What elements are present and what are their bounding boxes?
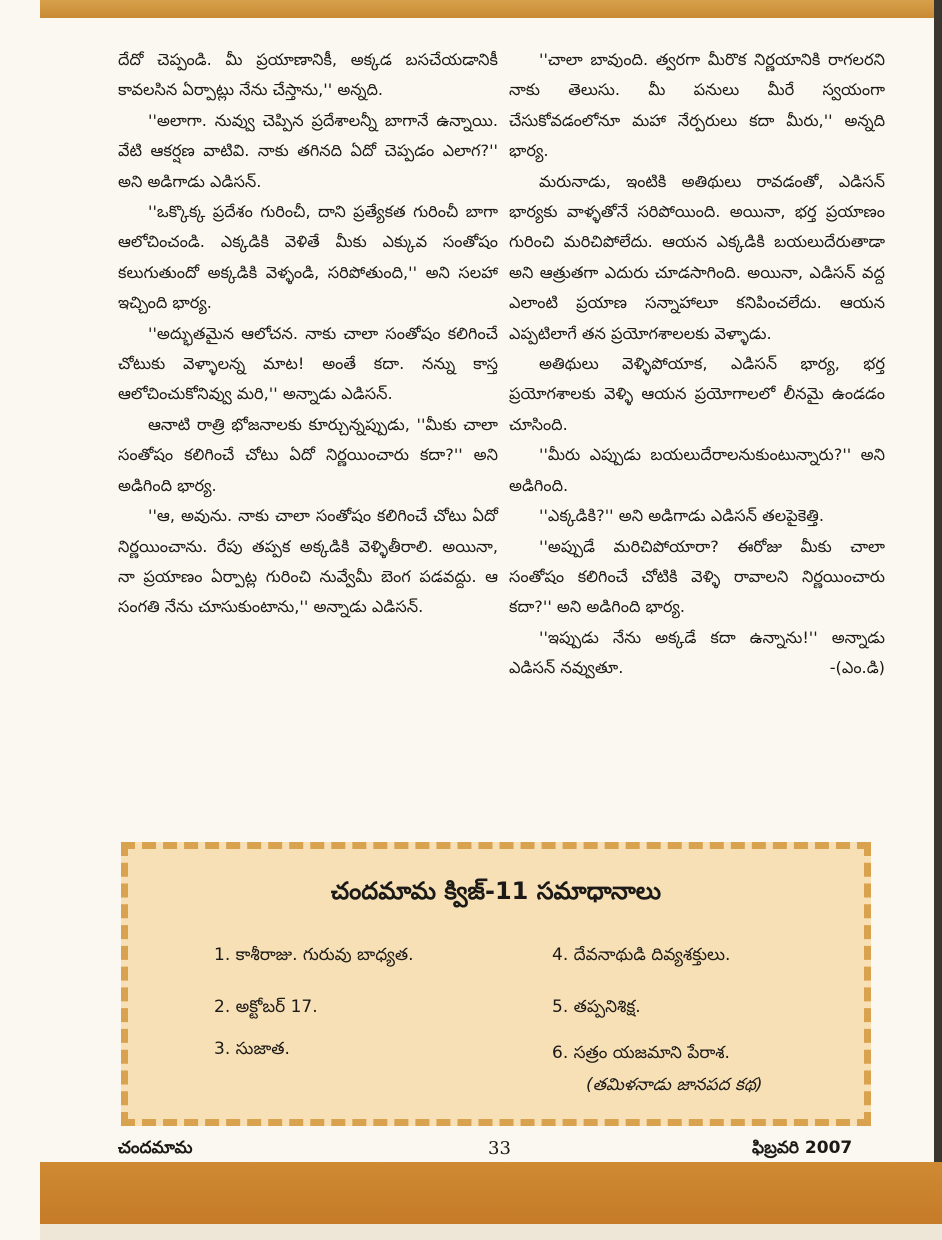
quiz-title: చందమామ క్విజ్-11 సమాధానాలు (330, 877, 662, 905)
bottom-decorative-band (40, 1162, 942, 1224)
paragraph: ఆనాటి రాత్రి భోజనాలకు కూర్చున్నప్పుడు, ''మీకు చాలా సంతోషం కలిగించే చోటు ఏదో నిర్ణయించారు కదా?'' అని అడిగింది భార్య. (118, 414, 498, 495)
quiz-answer-4: 4. దేవనాథుడి దివ్యశక్తులు. (552, 945, 731, 965)
left-text-column (118, 45, 498, 623)
right-text-column (509, 45, 885, 684)
quiz-answers-box (121, 842, 871, 1126)
issue-date: ఫిబ్రవరి 2007 (752, 1138, 853, 1158)
paragraph: ''ఒక్కొక్క ప్రదేశం గురించీ, దాని ప్రత్యేకత గురించీ బాగా ఆలోచించండి. ఎక్కడికి వెళితే మీకు ఎక్కువ సంతోషం కలుగుతుందో అక్కడికి వెళ్ళండి, సరిపోతుంది,'' అని సలహా ఇచ్చింది భార్య. (118, 202, 498, 313)
paragraph: ''అలాగా. నువ్వు చెప్పిన ప్రదేశాలన్నీ బాగానే ఉన్నాయి. వేటి ఆకర్షణ వాటివి. నాకు తగినది ఏదో చెప్పడం ఎలాగ?'' అని అడిగాడు ఎడిసన్. (118, 110, 498, 191)
closing-paragraph (509, 623, 885, 684)
page-edge (934, 0, 942, 1240)
paragraph: ''ఎక్కడికి?'' అని అడిగాడు ఎడిసన్ తలపైకెత్తి. (539, 506, 824, 526)
quiz-answer-2: 2. అక్టోబర్ 17. (214, 997, 318, 1017)
paragraph: ''చాలా బావుంది. త్వరగా మీరొక నిర్ణయానికి రాగలరని నాకు తెలుసు. మీ పనులు మీరే స్వయంగా చేసుకోవడంలోనూ మహా నేర్పరులు కదా మీరు,'' అన్నది భార్య. (509, 50, 885, 161)
page-number: 33 (488, 1138, 511, 1159)
quiz-answer-1: 1. కాశీరాజు. గురువు బాధ్యత. (214, 945, 414, 965)
paragraph: ''ఆ, అవును. నాకు చాలా సంతోషం కలిగించే చోటు ఏదో నిర్ణయించాను. రేపు తప్పక అక్కడికి వెళ్ళితీరాలి. అయినా, నా ప్రయాణం ఏర్పాట్ల గురించి నువ్వేమీ బెంగ పడవద్దు. ఆ సంగతి నేను చూసుకుంటాను,'' అన్నాడు ఎడిసన్. (118, 506, 498, 617)
closing-line: ''ఇప్పుడు నేను అక్కడే కదా ఉన్నాను!'' అన్నాడు ఎడిసన్ నవ్వుతూ. (509, 627, 885, 678)
top-decorative-band (40, 0, 942, 18)
paragraph: ''మీరు ఎప్పుడు బయలుదేరాలనుకుంటున్నారు?'' అని అడిగింది. (509, 445, 885, 495)
paragraph: ''అప్పుడే మరిచిపోయారా? ఈరోజు మీకు చాలా సంతోషం కలిగించే చోటికి వెళ్ళి రావాలని నిర్ణయించారు కదా?'' అని అడిగింది భార్య. (509, 536, 885, 617)
paragraph: దేదో చెప్పండి. మీ ప్రయాణానికీ, అక్కడ బసచేయడానికీ కావలసిన ఏర్పాట్లు నేను చేస్తాను,'' అన్నది. (118, 50, 498, 100)
paragraph: అతిథులు వెళ్ళిపోయాక, ఎడిసన్ భార్య, భర్త ప్రయోగశాలకు వెళ్ళి ఆయన ప్రయోగాలలో లీనమై ఉండడం చూసింది. (509, 354, 885, 434)
quiz-answer-6-note: (తమిళనాడు జానపద కథ) (586, 1075, 763, 1095)
quiz-answer-5: 5. తప్పనిశిక్ష. (552, 997, 641, 1017)
quiz-answer-6: 6. సత్రం యజమాని పేరాశ. (552, 1043, 730, 1063)
quiz-answer-3: 3. సుజాత. (214, 1039, 290, 1059)
paragraph: మరునాడు, ఇంటికి అతిథులు రావడంతో, ఎడిసన్ భార్యకు వాళ్ళతోనే సరిపోయింది. అయినా, భర్త ప్రయాణం గురించి మరిచిపోలేదు. ఆయన ఎక్కడికి బయలుదేరుతాడా అని ఆత్రుతగా ఎదురు చూడసాగింది. అయినా, ఎడిసన్ వద్ద ఎలాంటి ప్రయాణ సన్నాహాలూ కనిపించలేదు. ఆయన ఎప్పటిలాగే తన ప్రయోగశాలలకు వెళ్ళాడు. (509, 171, 885, 343)
page-bottom-margin (40, 1224, 942, 1240)
paragraph: ''అద్భుతమైన ఆలోచన. నాకు చాలా సంతోషం కలిగించే చోటుకు వెళ్ళాలన్న మాట! అంతే కదా. నన్ను కాస్త ఆలోచించుకోనివ్వు మరి,'' అన్నాడు ఎడిసన్. (118, 323, 498, 404)
author-signature: -(ఎం.డి) (829, 658, 885, 678)
footer-magazine-name: చందమామ (118, 1138, 193, 1158)
